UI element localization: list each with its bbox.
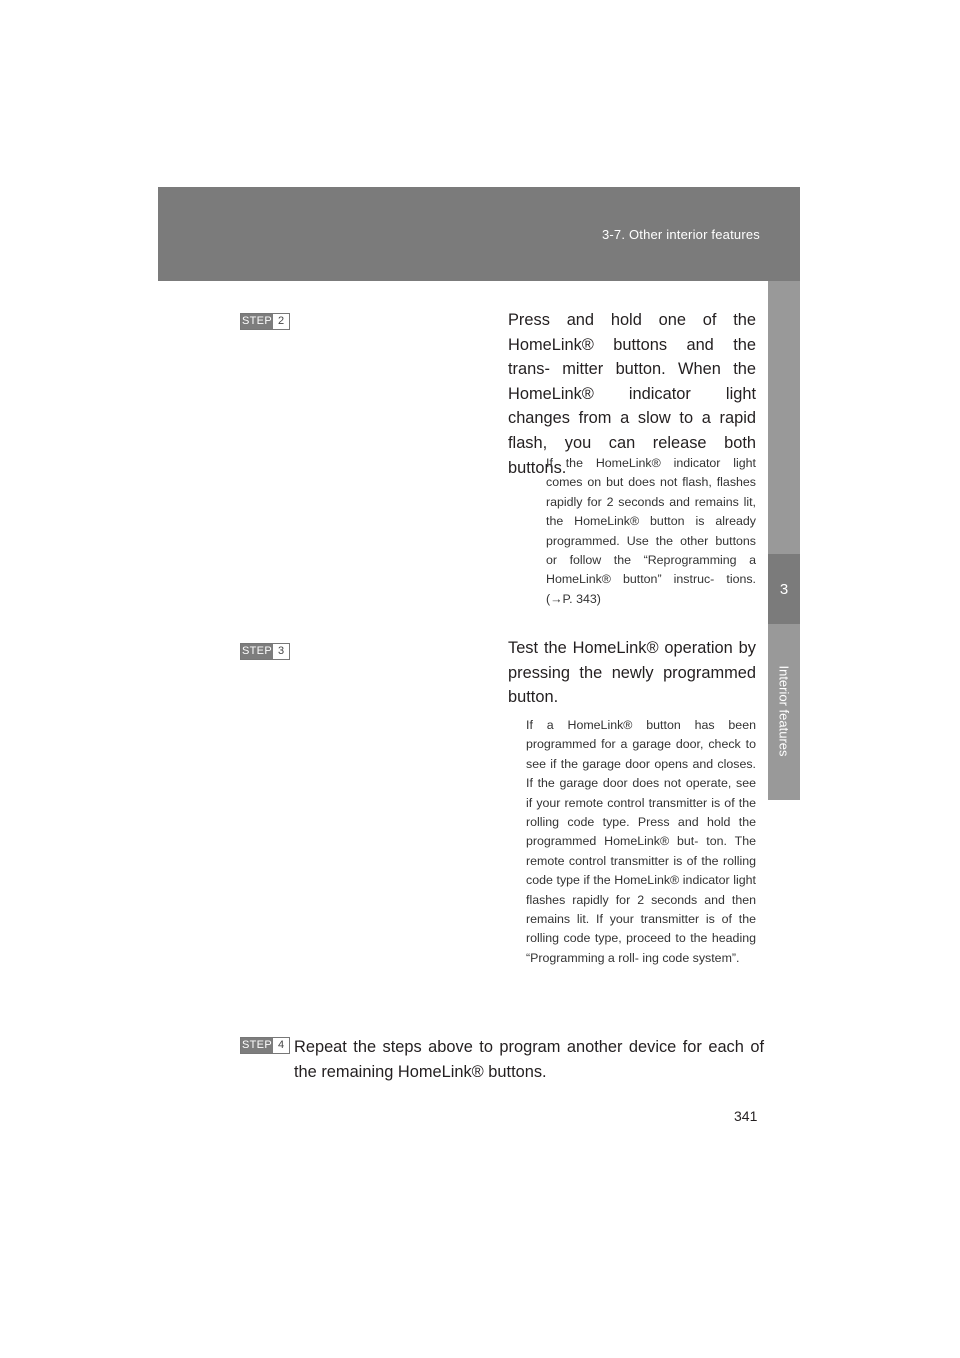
section-title: 3-7. Other interior features	[601, 227, 760, 242]
side-tab	[768, 281, 800, 800]
step-3-note: If a HomeLink® button has been programmed for a garage door, check to see if the garage door opens and closes. If the garage door does not operate, see if your remote control transmitter is of the rolling code type. Press and hold the programmed HomeLink® but- ton. The remote control transmitter is of the rolling code type if the HomeLink® indicator light flashes rapidly for 2 seconds and then remains lit. If your transmitter is of the rolling code type, proceed to the heading “Programming a roll- ing code system”.	[526, 718, 756, 965]
step-badge-label: STEP	[242, 1039, 272, 1051]
step-2-text: Press and hold one of the HomeLink® buttons and the trans- mitter button. When the HomeLink® indicator light changes from a slow to a rapid flash, you can release both buttons.	[508, 311, 756, 477]
step-badge-label: STEP	[242, 315, 272, 327]
step-badge-4	[240, 1037, 290, 1054]
step-badge-number: 4	[273, 1038, 289, 1053]
chapter-label: Interior features	[776, 665, 792, 757]
header-band	[158, 187, 800, 281]
page-number: 341	[734, 1108, 758, 1124]
step-badge-label: STEP	[242, 645, 272, 657]
chapter-number	[768, 554, 800, 624]
step-badge-3	[240, 643, 290, 660]
step-badge-2	[240, 313, 290, 330]
step-badge-number: 3	[273, 644, 289, 659]
step-2-note: If the HomeLink® indicator light comes on but does not flash, flashes rapidly for 2 seconds and remains lit, the HomeLink® button is already programmed. Use the other buttons or follow the “Reprogramming a HomeLink® button” instruc- tions. (→P. 343)	[546, 456, 756, 606]
chapter-number-text: 3	[779, 580, 789, 598]
step-badge-number: 2	[273, 314, 289, 329]
step-3-text: Test the HomeLink® operation by pressing the newly programmed button.	[508, 639, 756, 707]
step-4-text: Repeat the steps above to program another device for each of the remaining HomeLink® buttons.	[294, 1038, 764, 1081]
